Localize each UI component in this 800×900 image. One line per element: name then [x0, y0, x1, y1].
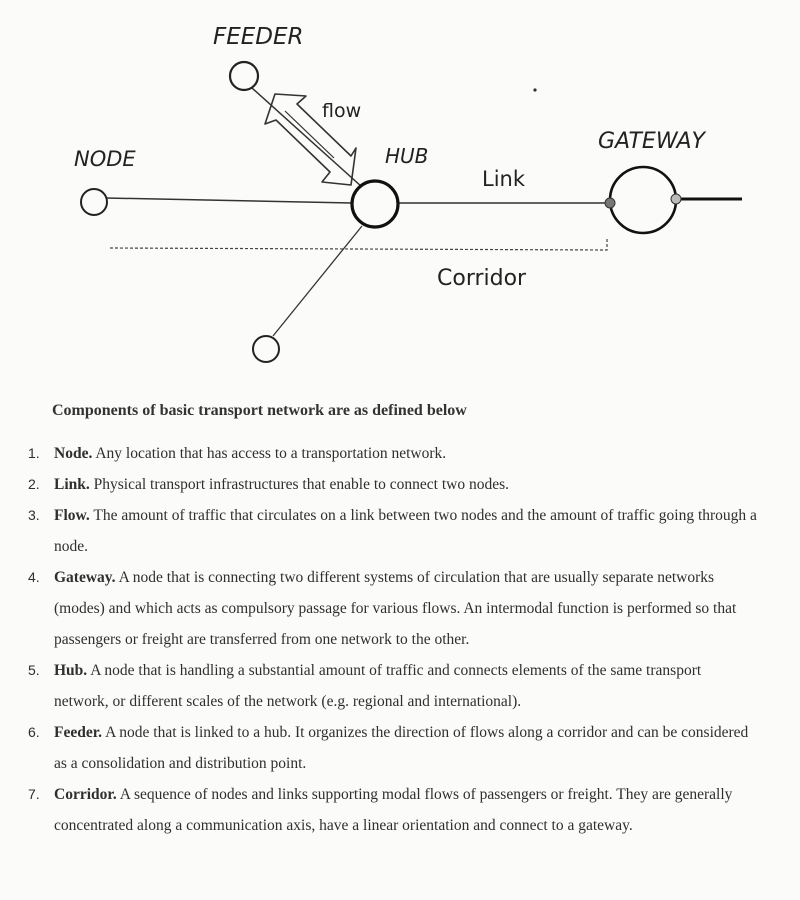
definition-list — [28, 438, 758, 841]
item-text: A sequence of nodes and links supporting modal flows of passengers or freight. They are generally concentrated along a communication axis, have a linear orientation and connect to a gateway. — [54, 786, 733, 834]
gateway-port-left — [605, 198, 615, 208]
lower-node — [253, 336, 279, 362]
corridor-label: Corridor — [437, 266, 527, 291]
item-term: Flow. — [54, 507, 90, 524]
node-hub-link — [106, 198, 352, 203]
item-number: 4. — [28, 569, 40, 585]
definition-item — [28, 655, 758, 717]
definition-item — [28, 438, 758, 469]
gateway-node — [610, 167, 676, 233]
link-label: Link — [482, 167, 526, 191]
hub-node — [352, 181, 398, 227]
item-term: Gateway. — [54, 569, 116, 586]
definition-item — [28, 469, 758, 500]
item-text: A node that is linked to a hub. It organizes the direction of flows along a corridor and can be considered as a consolidation and distribution point. — [54, 724, 749, 772]
item-number: 3. — [28, 507, 40, 523]
item-text: Physical transport infrastructures that enable to connect two nodes. — [93, 476, 510, 493]
item-term: Feeder. — [54, 724, 103, 741]
definition-item — [28, 500, 758, 562]
item-number: 5. — [28, 662, 40, 678]
hub-label: HUB — [385, 144, 429, 168]
definition-item — [28, 779, 758, 841]
item-text: The amount of traffic that circulates on a link between two nodes and the amount of traffic going through a node. — [54, 507, 757, 555]
transport-network-diagram — [0, 0, 800, 395]
item-number: 7. — [28, 786, 40, 802]
hub-lower-node-link — [273, 226, 362, 336]
gateway-label: GATEWAY — [598, 129, 705, 154]
node-circle — [81, 189, 107, 215]
stray-dot — [533, 88, 536, 91]
item-text: Any location that has access to a transportation network. — [95, 445, 447, 462]
item-term: Corridor. — [54, 786, 117, 803]
item-text: A node that is connecting two different systems of circulation that are usually separate networks (modes) and which acts as compulsory passage for various flows. An intermodal function is performed so that passengers or freight are transferred from one network to the other. — [54, 569, 737, 648]
item-number: 1. — [28, 445, 40, 461]
corridor-bracket — [110, 238, 607, 250]
intro-text — [52, 402, 467, 420]
feeder-node — [230, 62, 258, 90]
item-term: Hub. — [54, 662, 88, 679]
definition-item — [28, 717, 758, 779]
item-number: 2. — [28, 476, 40, 492]
item-text: A node that is handling a substantial amount of traffic and connects elements of the same transport network, or different scales of the network (e.g. regional and international). — [54, 662, 702, 710]
feeder-label: FEEDER — [213, 24, 304, 50]
gateway-port-right — [671, 194, 681, 204]
flow-label: flow — [322, 100, 362, 122]
item-term: Node. — [54, 445, 93, 462]
node-label: NODE — [74, 147, 136, 171]
item-number: 6. — [28, 724, 40, 740]
item-term: Link. — [54, 476, 90, 493]
definition-item — [28, 562, 758, 655]
intro-heading: Components of basic transport network are as defined below — [52, 402, 467, 419]
